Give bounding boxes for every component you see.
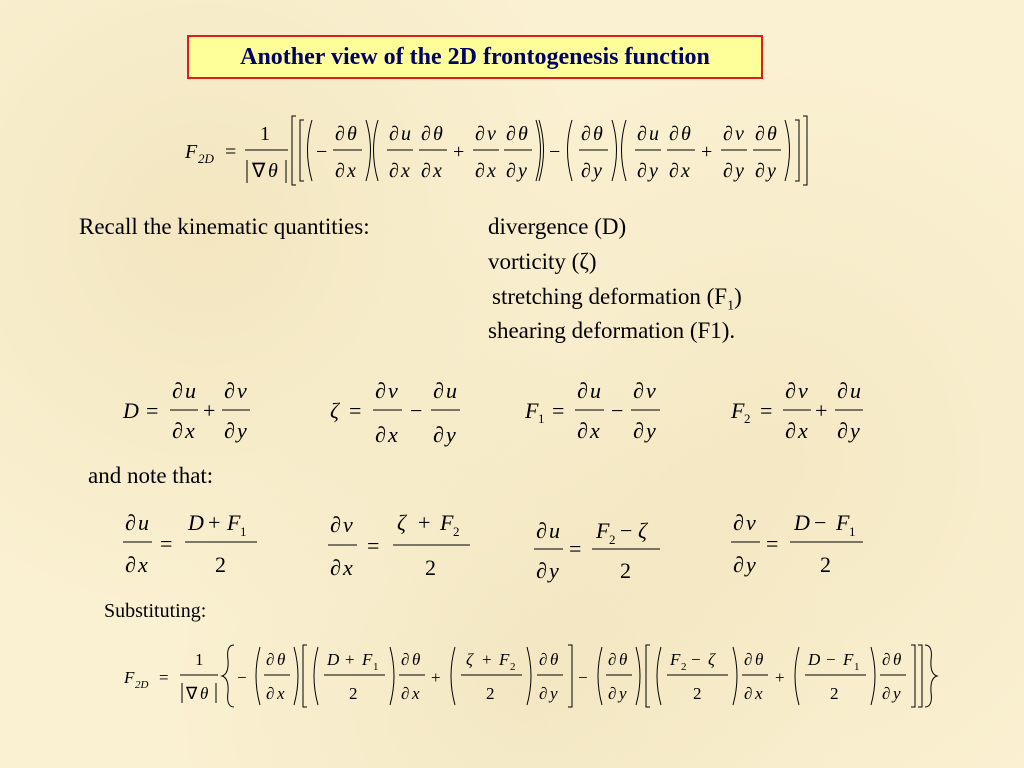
svg-text:1: 1 bbox=[373, 661, 379, 673]
svg-text:y: y bbox=[746, 552, 756, 577]
svg-text:θ: θ bbox=[681, 123, 691, 145]
svg-text:∂: ∂ bbox=[172, 378, 183, 403]
svg-text:=: = bbox=[160, 531, 173, 556]
svg-text:∂: ∂ bbox=[506, 160, 516, 182]
svg-text:+: + bbox=[345, 650, 355, 669]
svg-text:y: y bbox=[550, 684, 558, 703]
svg-text:x: x bbox=[277, 684, 285, 703]
svg-text:θ: θ bbox=[433, 123, 443, 145]
svg-text:=: = bbox=[552, 398, 565, 423]
svg-text:∂: ∂ bbox=[335, 123, 345, 145]
svg-text:y: y bbox=[735, 160, 744, 182]
svg-text:−: − bbox=[620, 518, 633, 543]
svg-text:2: 2 bbox=[693, 684, 702, 703]
svg-text:y: y bbox=[893, 684, 901, 703]
svg-text:∂: ∂ bbox=[172, 418, 183, 443]
svg-text:y: y bbox=[850, 418, 860, 443]
eq-lhs-sub: 2D bbox=[198, 151, 214, 166]
svg-text:F: F bbox=[525, 398, 539, 423]
svg-text:+: + bbox=[482, 650, 492, 669]
svg-text:∂: ∂ bbox=[224, 378, 235, 403]
svg-text:y: y bbox=[237, 418, 247, 443]
svg-text:+: + bbox=[815, 398, 828, 423]
slide-title: Another view of the 2D frontogenesis function bbox=[187, 35, 763, 79]
svg-text:∂: ∂ bbox=[882, 650, 891, 669]
svg-text:2: 2 bbox=[215, 552, 226, 577]
svg-text:∂: ∂ bbox=[433, 378, 444, 403]
svg-text:u: u bbox=[446, 378, 457, 403]
svg-text:=: = bbox=[569, 536, 582, 561]
svg-text:ζ: ζ bbox=[708, 650, 715, 669]
svg-text:+: + bbox=[701, 141, 713, 163]
svg-text:∂: ∂ bbox=[506, 123, 516, 145]
eq-lhs-F: F bbox=[185, 141, 198, 163]
svg-text:∂: ∂ bbox=[266, 650, 275, 669]
svg-text:x: x bbox=[347, 160, 356, 182]
svg-text:∂: ∂ bbox=[637, 123, 647, 145]
svg-text:∂: ∂ bbox=[577, 418, 588, 443]
svg-text:−: − bbox=[549, 141, 561, 163]
svg-text:+: + bbox=[431, 668, 441, 687]
svg-text:u: u bbox=[185, 378, 196, 403]
svg-text:F: F bbox=[440, 510, 454, 535]
svg-text:∂: ∂ bbox=[475, 123, 485, 145]
svg-text:x: x bbox=[798, 418, 808, 443]
svg-text:v: v bbox=[237, 378, 247, 403]
svg-text:−: − bbox=[237, 668, 247, 687]
svg-text:∂: ∂ bbox=[608, 650, 617, 669]
quantity-shearing: shearing deformation (F1). bbox=[488, 318, 736, 343]
svg-text:∂: ∂ bbox=[536, 518, 547, 543]
svg-text:∂: ∂ bbox=[125, 552, 136, 577]
svg-text:=: = bbox=[760, 398, 773, 423]
svg-text:1: 1 bbox=[240, 524, 247, 539]
svg-text:F: F bbox=[499, 650, 510, 669]
svg-text:∂: ∂ bbox=[375, 422, 386, 447]
svg-text:∂: ∂ bbox=[785, 378, 796, 403]
quantity-stretching: stretching deformation $(F_1)$ bbox=[492, 284, 742, 314]
svg-text:D: D bbox=[123, 398, 139, 423]
svg-text:v: v bbox=[388, 378, 398, 403]
svg-text:−: − bbox=[410, 398, 423, 423]
svg-text:x: x bbox=[681, 160, 690, 182]
svg-text:−: − bbox=[611, 398, 624, 423]
eq-numerator-1: 1 bbox=[260, 123, 270, 145]
svg-text:∂: ∂ bbox=[608, 684, 617, 703]
svg-text:1: 1 bbox=[854, 661, 860, 673]
svg-text:∂: ∂ bbox=[633, 418, 644, 443]
svg-text:=: = bbox=[146, 398, 159, 423]
svg-text:y: y bbox=[646, 418, 656, 443]
svg-text:∂: ∂ bbox=[669, 160, 679, 182]
svg-text:y: y bbox=[649, 160, 658, 182]
svg-text:v: v bbox=[735, 123, 744, 145]
svg-text:=: = bbox=[766, 531, 779, 556]
svg-text:∂: ∂ bbox=[539, 684, 548, 703]
svg-text:v: v bbox=[798, 378, 808, 403]
svg-text:θ: θ bbox=[755, 650, 764, 669]
svg-text:2: 2 bbox=[744, 411, 751, 426]
svg-text:∂: ∂ bbox=[733, 510, 744, 535]
svg-text:θ: θ bbox=[518, 123, 528, 145]
svg-text:θ: θ bbox=[767, 123, 777, 145]
svg-text:2: 2 bbox=[830, 684, 839, 703]
svg-text:∇: ∇ bbox=[186, 684, 198, 703]
svg-text:∂: ∂ bbox=[389, 160, 399, 182]
svg-text:2: 2 bbox=[681, 661, 687, 673]
svg-text:∂: ∂ bbox=[330, 555, 341, 580]
svg-text:1: 1 bbox=[538, 411, 545, 426]
svg-text:F: F bbox=[836, 510, 850, 535]
svg-text:θ: θ bbox=[593, 123, 603, 145]
svg-text:∂: ∂ bbox=[401, 684, 410, 703]
svg-text:−: − bbox=[691, 650, 701, 669]
svg-text:2: 2 bbox=[510, 661, 516, 673]
svg-text:θ: θ bbox=[893, 650, 902, 669]
svg-text:∂: ∂ bbox=[723, 160, 733, 182]
svg-text:∂: ∂ bbox=[421, 123, 431, 145]
svg-text:∂: ∂ bbox=[837, 418, 848, 443]
svg-text:θ: θ bbox=[200, 684, 209, 703]
svg-text:∂: ∂ bbox=[330, 512, 341, 537]
svg-text:+: + bbox=[775, 668, 785, 687]
svg-text:F: F bbox=[596, 518, 610, 543]
svg-text:+: + bbox=[418, 510, 431, 535]
svg-text:θ: θ bbox=[619, 650, 628, 669]
svg-text:∂: ∂ bbox=[669, 123, 679, 145]
svg-text:x: x bbox=[590, 418, 600, 443]
svg-text:2: 2 bbox=[486, 684, 495, 703]
svg-text:2: 2 bbox=[620, 558, 631, 583]
note-label: and note that: bbox=[88, 463, 214, 488]
svg-text:θ: θ bbox=[268, 160, 278, 182]
svg-text:∂: ∂ bbox=[755, 123, 765, 145]
recall-label: Recall the kinematic quantities: bbox=[79, 214, 370, 239]
svg-text:=: = bbox=[349, 398, 362, 423]
svg-text:2D: 2D bbox=[135, 679, 149, 691]
svg-text:∂: ∂ bbox=[837, 378, 848, 403]
svg-text:∂: ∂ bbox=[733, 552, 744, 577]
svg-text:∂: ∂ bbox=[581, 123, 591, 145]
svg-text:x: x bbox=[401, 160, 410, 182]
svg-text:F: F bbox=[731, 398, 745, 423]
svg-text:∂: ∂ bbox=[536, 558, 547, 583]
svg-text:∂: ∂ bbox=[125, 510, 136, 535]
svg-text:θ: θ bbox=[412, 650, 421, 669]
svg-text:∂: ∂ bbox=[633, 378, 644, 403]
eq-sign: = bbox=[225, 141, 237, 163]
svg-text:∂: ∂ bbox=[335, 160, 345, 182]
svg-text:D: D bbox=[808, 650, 821, 669]
svg-text:v: v bbox=[646, 378, 656, 403]
svg-text:y: y bbox=[518, 160, 527, 182]
svg-text:=: = bbox=[367, 533, 380, 558]
svg-text:∂: ∂ bbox=[389, 123, 399, 145]
svg-text:∂: ∂ bbox=[882, 684, 891, 703]
svg-text:∂: ∂ bbox=[375, 378, 386, 403]
svg-text:y: y bbox=[549, 558, 559, 583]
svg-text:∂: ∂ bbox=[785, 418, 796, 443]
svg-text:∂: ∂ bbox=[421, 160, 431, 182]
svg-text:u: u bbox=[549, 518, 560, 543]
svg-text:∂: ∂ bbox=[266, 684, 275, 703]
svg-text:∂: ∂ bbox=[401, 650, 410, 669]
svg-text:∇: ∇ bbox=[252, 160, 266, 182]
svg-text:2: 2 bbox=[453, 524, 460, 539]
svg-text:x: x bbox=[388, 422, 398, 447]
svg-text:y: y bbox=[593, 160, 602, 182]
svg-text:x: x bbox=[487, 160, 496, 182]
svg-text:y: y bbox=[446, 422, 456, 447]
svg-text:∂: ∂ bbox=[577, 378, 588, 403]
svg-text:F: F bbox=[124, 668, 135, 687]
svg-text:θ: θ bbox=[277, 650, 286, 669]
svg-text:+: + bbox=[208, 510, 221, 535]
svg-text:1: 1 bbox=[849, 524, 856, 539]
svg-text:θ: θ bbox=[347, 123, 357, 145]
svg-text:2: 2 bbox=[425, 555, 436, 580]
svg-text:+: + bbox=[203, 398, 216, 423]
svg-text:ζ: ζ bbox=[638, 518, 647, 543]
svg-text:∂: ∂ bbox=[539, 650, 548, 669]
svg-text:D: D bbox=[327, 650, 340, 669]
svg-text:ζ: ζ bbox=[397, 510, 406, 535]
svg-text:F: F bbox=[227, 510, 241, 535]
svg-text:∂: ∂ bbox=[224, 418, 235, 443]
svg-text:∂: ∂ bbox=[744, 650, 753, 669]
svg-text:u: u bbox=[649, 123, 659, 145]
svg-text:x: x bbox=[138, 552, 148, 577]
svg-text:u: u bbox=[138, 510, 149, 535]
svg-text:F: F bbox=[670, 650, 681, 669]
svg-text:F: F bbox=[362, 650, 373, 669]
svg-text:−: − bbox=[826, 650, 836, 669]
svg-text:v: v bbox=[746, 510, 756, 535]
svg-text:ζ: ζ bbox=[466, 650, 473, 669]
svg-text:+: + bbox=[453, 141, 465, 163]
svg-text:2: 2 bbox=[820, 552, 831, 577]
svg-text:∂: ∂ bbox=[433, 422, 444, 447]
svg-text:θ: θ bbox=[550, 650, 559, 669]
quantity-vorticity: vorticity (ζ) bbox=[488, 249, 597, 274]
svg-text:v: v bbox=[343, 512, 353, 537]
svg-text:∂: ∂ bbox=[637, 160, 647, 182]
svg-text:D: D bbox=[794, 510, 810, 535]
svg-text:x: x bbox=[343, 555, 353, 580]
svg-text:∂: ∂ bbox=[723, 123, 733, 145]
svg-text:ζ: ζ bbox=[330, 398, 339, 423]
svg-text:2: 2 bbox=[609, 532, 616, 547]
svg-text:u: u bbox=[850, 378, 861, 403]
svg-text:y: y bbox=[619, 684, 627, 703]
svg-text:x: x bbox=[433, 160, 442, 182]
svg-text:1: 1 bbox=[195, 650, 204, 669]
svg-text:F: F bbox=[843, 650, 854, 669]
svg-text:x: x bbox=[755, 684, 763, 703]
svg-text:−: − bbox=[316, 141, 328, 163]
svg-text:x: x bbox=[185, 418, 195, 443]
svg-text:∂: ∂ bbox=[581, 160, 591, 182]
svg-text:∂: ∂ bbox=[744, 684, 753, 703]
svg-text:y: y bbox=[767, 160, 776, 182]
svg-text:∂: ∂ bbox=[755, 160, 765, 182]
svg-text:∂: ∂ bbox=[475, 160, 485, 182]
svg-text:D: D bbox=[188, 510, 204, 535]
svg-text:2: 2 bbox=[349, 684, 358, 703]
svg-text:=: = bbox=[159, 668, 169, 687]
svg-text:−: − bbox=[814, 510, 827, 535]
svg-text:−: − bbox=[578, 668, 588, 687]
svg-text:v: v bbox=[487, 123, 496, 145]
svg-text:x: x bbox=[412, 684, 420, 703]
substituting-label: Substituting: bbox=[104, 600, 207, 622]
quantity-divergence: divergence (D) bbox=[488, 214, 627, 239]
svg-text:u: u bbox=[590, 378, 601, 403]
svg-text:u: u bbox=[401, 123, 411, 145]
